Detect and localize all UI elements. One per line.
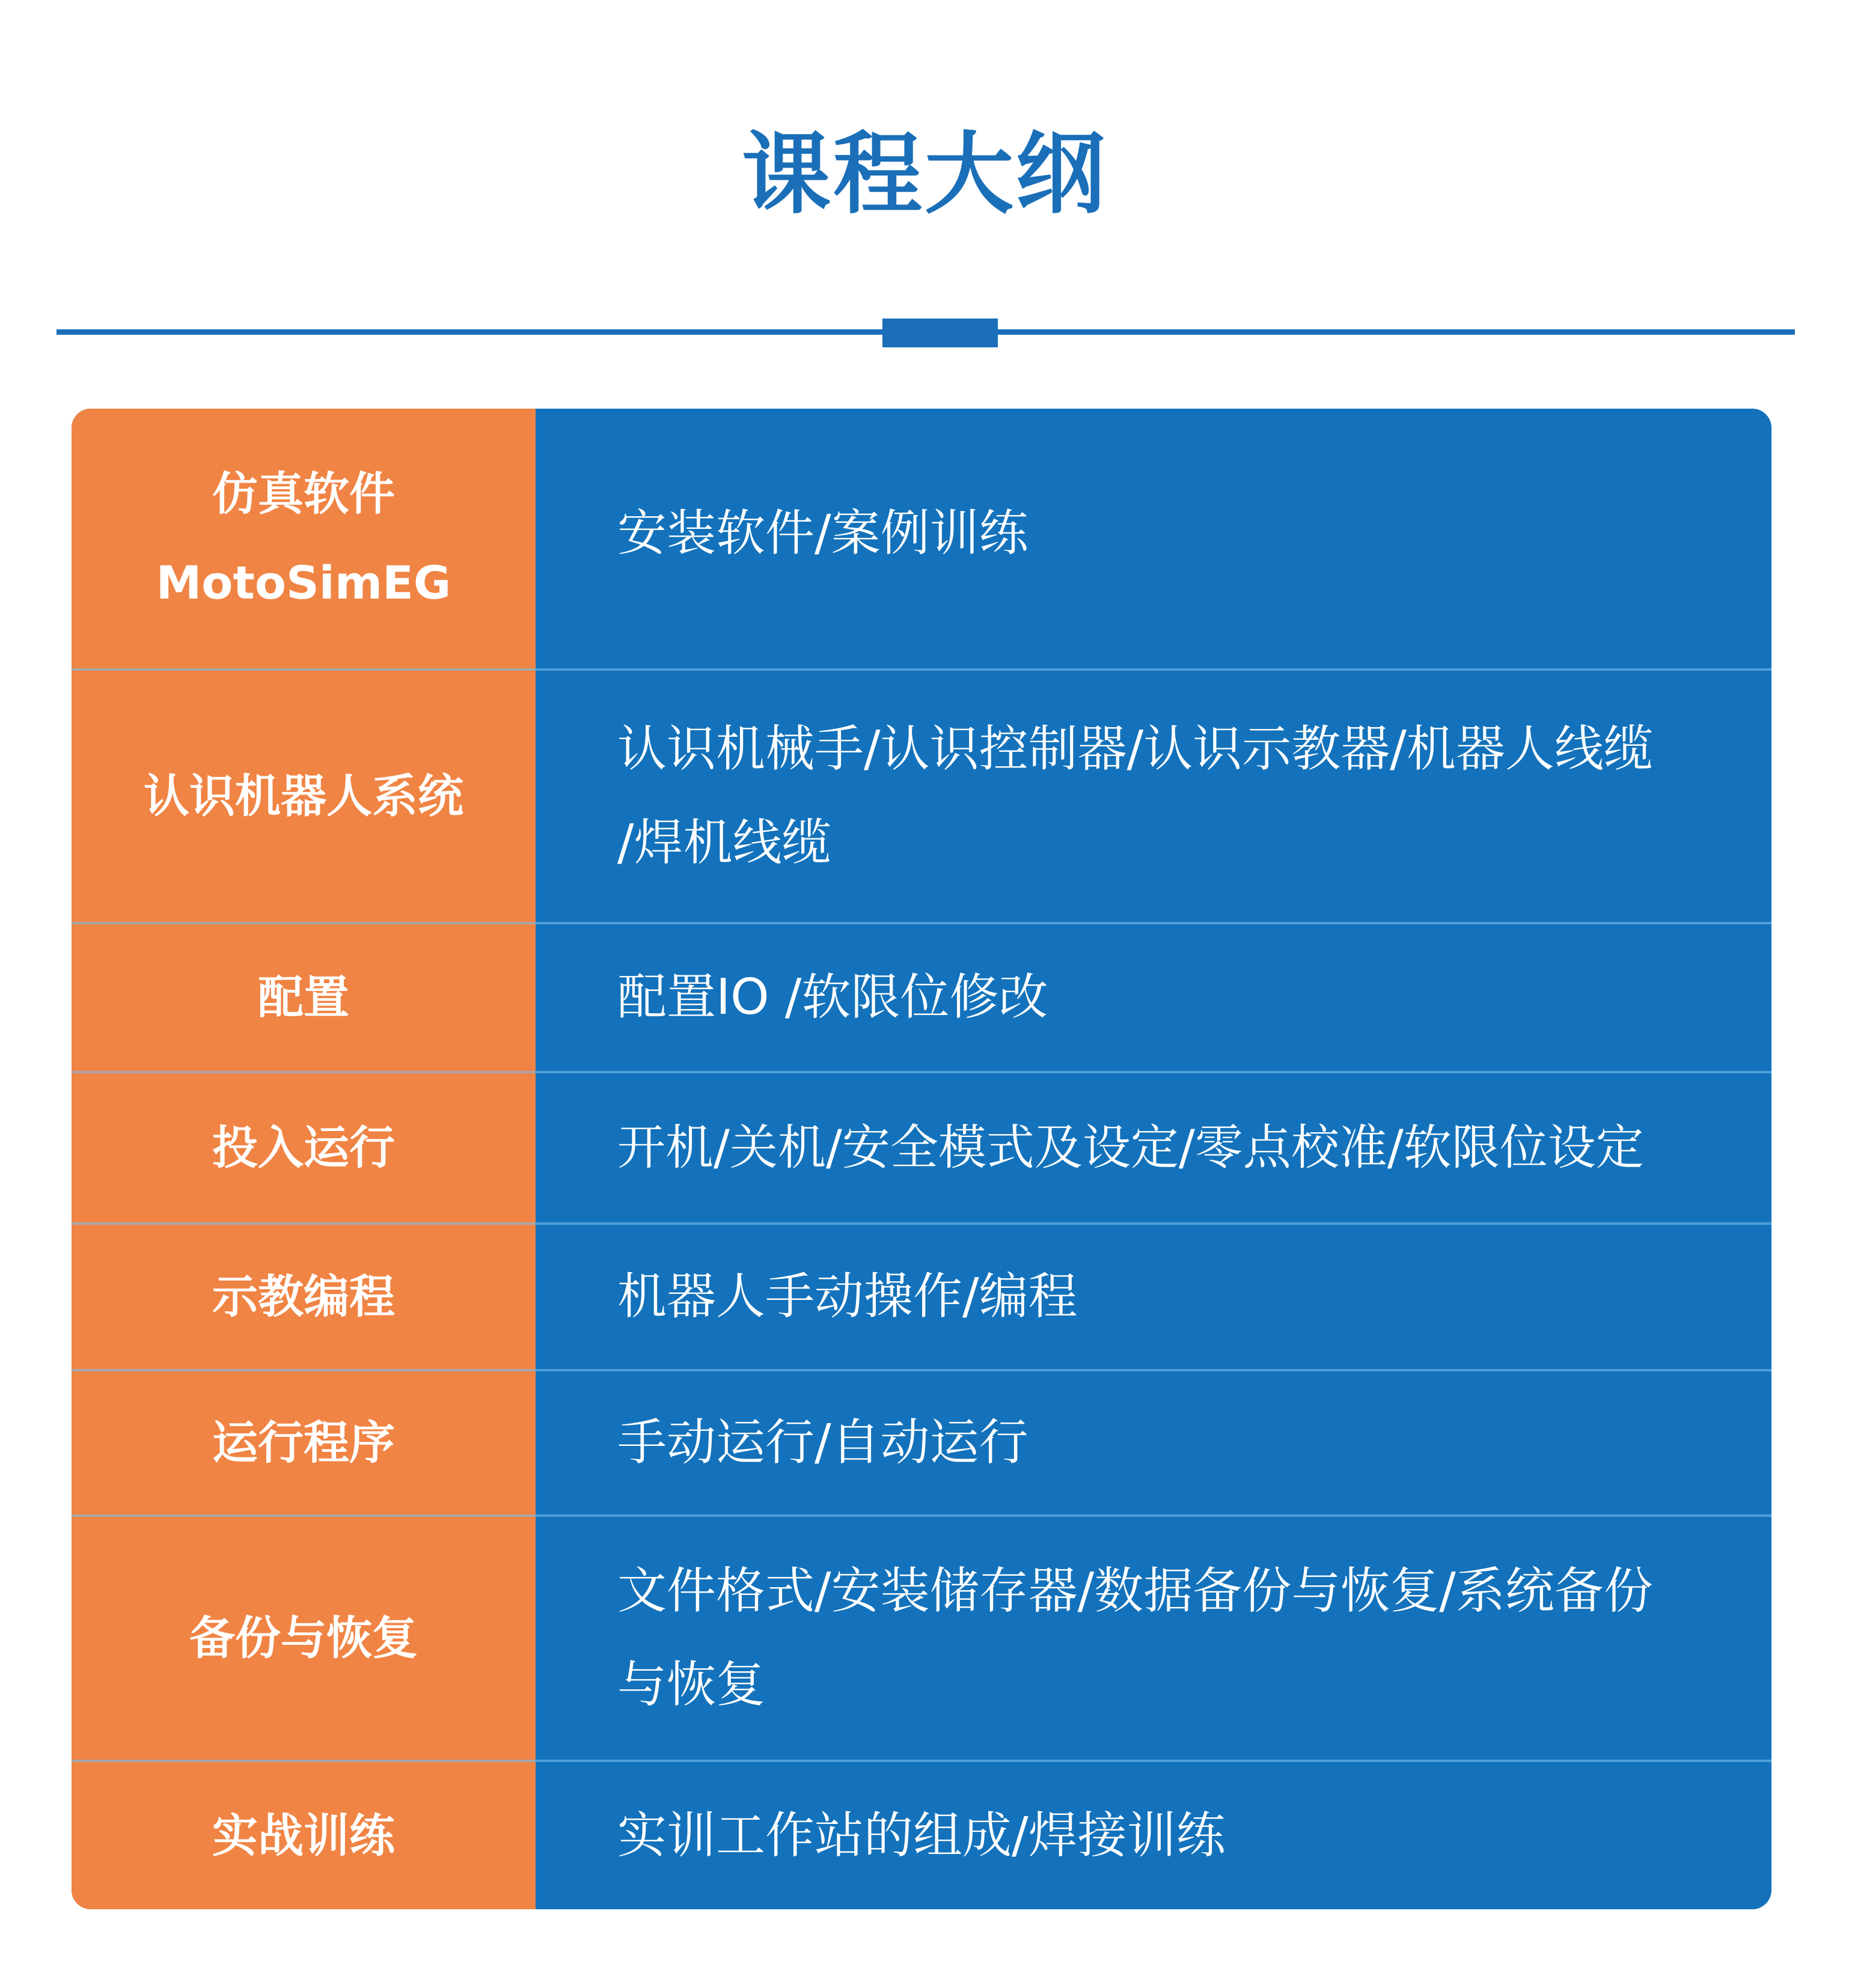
row-topic: 认识机器人系统 (72, 671, 536, 922)
row-topic: 运行程序 (72, 1371, 536, 1514)
title-divider-block (882, 319, 998, 347)
row-content: 手动运行/自动运行 (536, 1371, 1771, 1514)
row-content: 实训工作站的组成/焊接训练 (536, 1762, 1771, 1909)
row-content (536, 409, 1771, 668)
row-topic: 示教编程 (72, 1225, 536, 1369)
row-content: 配置IO /软限位修改 (536, 924, 1771, 1071)
row-topic: 备份与恢复 (72, 1517, 536, 1760)
row-topic (72, 409, 536, 668)
outline-row-robot-system (72, 671, 1771, 922)
outline-row-run-program (72, 1371, 1771, 1514)
outline-row-practical-training (72, 1762, 1771, 1909)
outline-row-simulation-software (72, 409, 1771, 668)
row-content-line: 认识机械手/认识控制器/认识示教器/机器人线缆 (617, 721, 1653, 778)
row-topic: 配置 (72, 924, 536, 1071)
row-content: 机器人手动操作/编程 (536, 1225, 1771, 1369)
row-topic-line: MotoSimEG (156, 556, 451, 609)
course-outline-table (72, 409, 1771, 1909)
row-content-line: 文件格式/安装储存器/数据备份与恢复/系统备份 (617, 1563, 1653, 1620)
row-content-text: 安装软件/案例训练 (617, 505, 1028, 562)
page-title: 课程大纲 (742, 123, 1107, 226)
row-content (536, 1517, 1771, 1760)
outline-row-backup-restore (72, 1517, 1771, 1760)
row-content-line: /焊机线缆 (617, 814, 831, 871)
row-content: 开机/关机/安全模式及设定/零点校准/软限位设定 (536, 1073, 1771, 1222)
outline-row-teach-programming (72, 1225, 1771, 1369)
outline-row-configuration (72, 924, 1771, 1071)
row-content-line: 与恢复 (617, 1656, 766, 1713)
row-content (536, 671, 1771, 922)
outline-row-commissioning (72, 1073, 1771, 1222)
row-topic-line: 仿真软件 (212, 467, 395, 520)
row-topic: 投入运行 (72, 1073, 536, 1222)
row-topic: 实战训练 (72, 1762, 536, 1909)
